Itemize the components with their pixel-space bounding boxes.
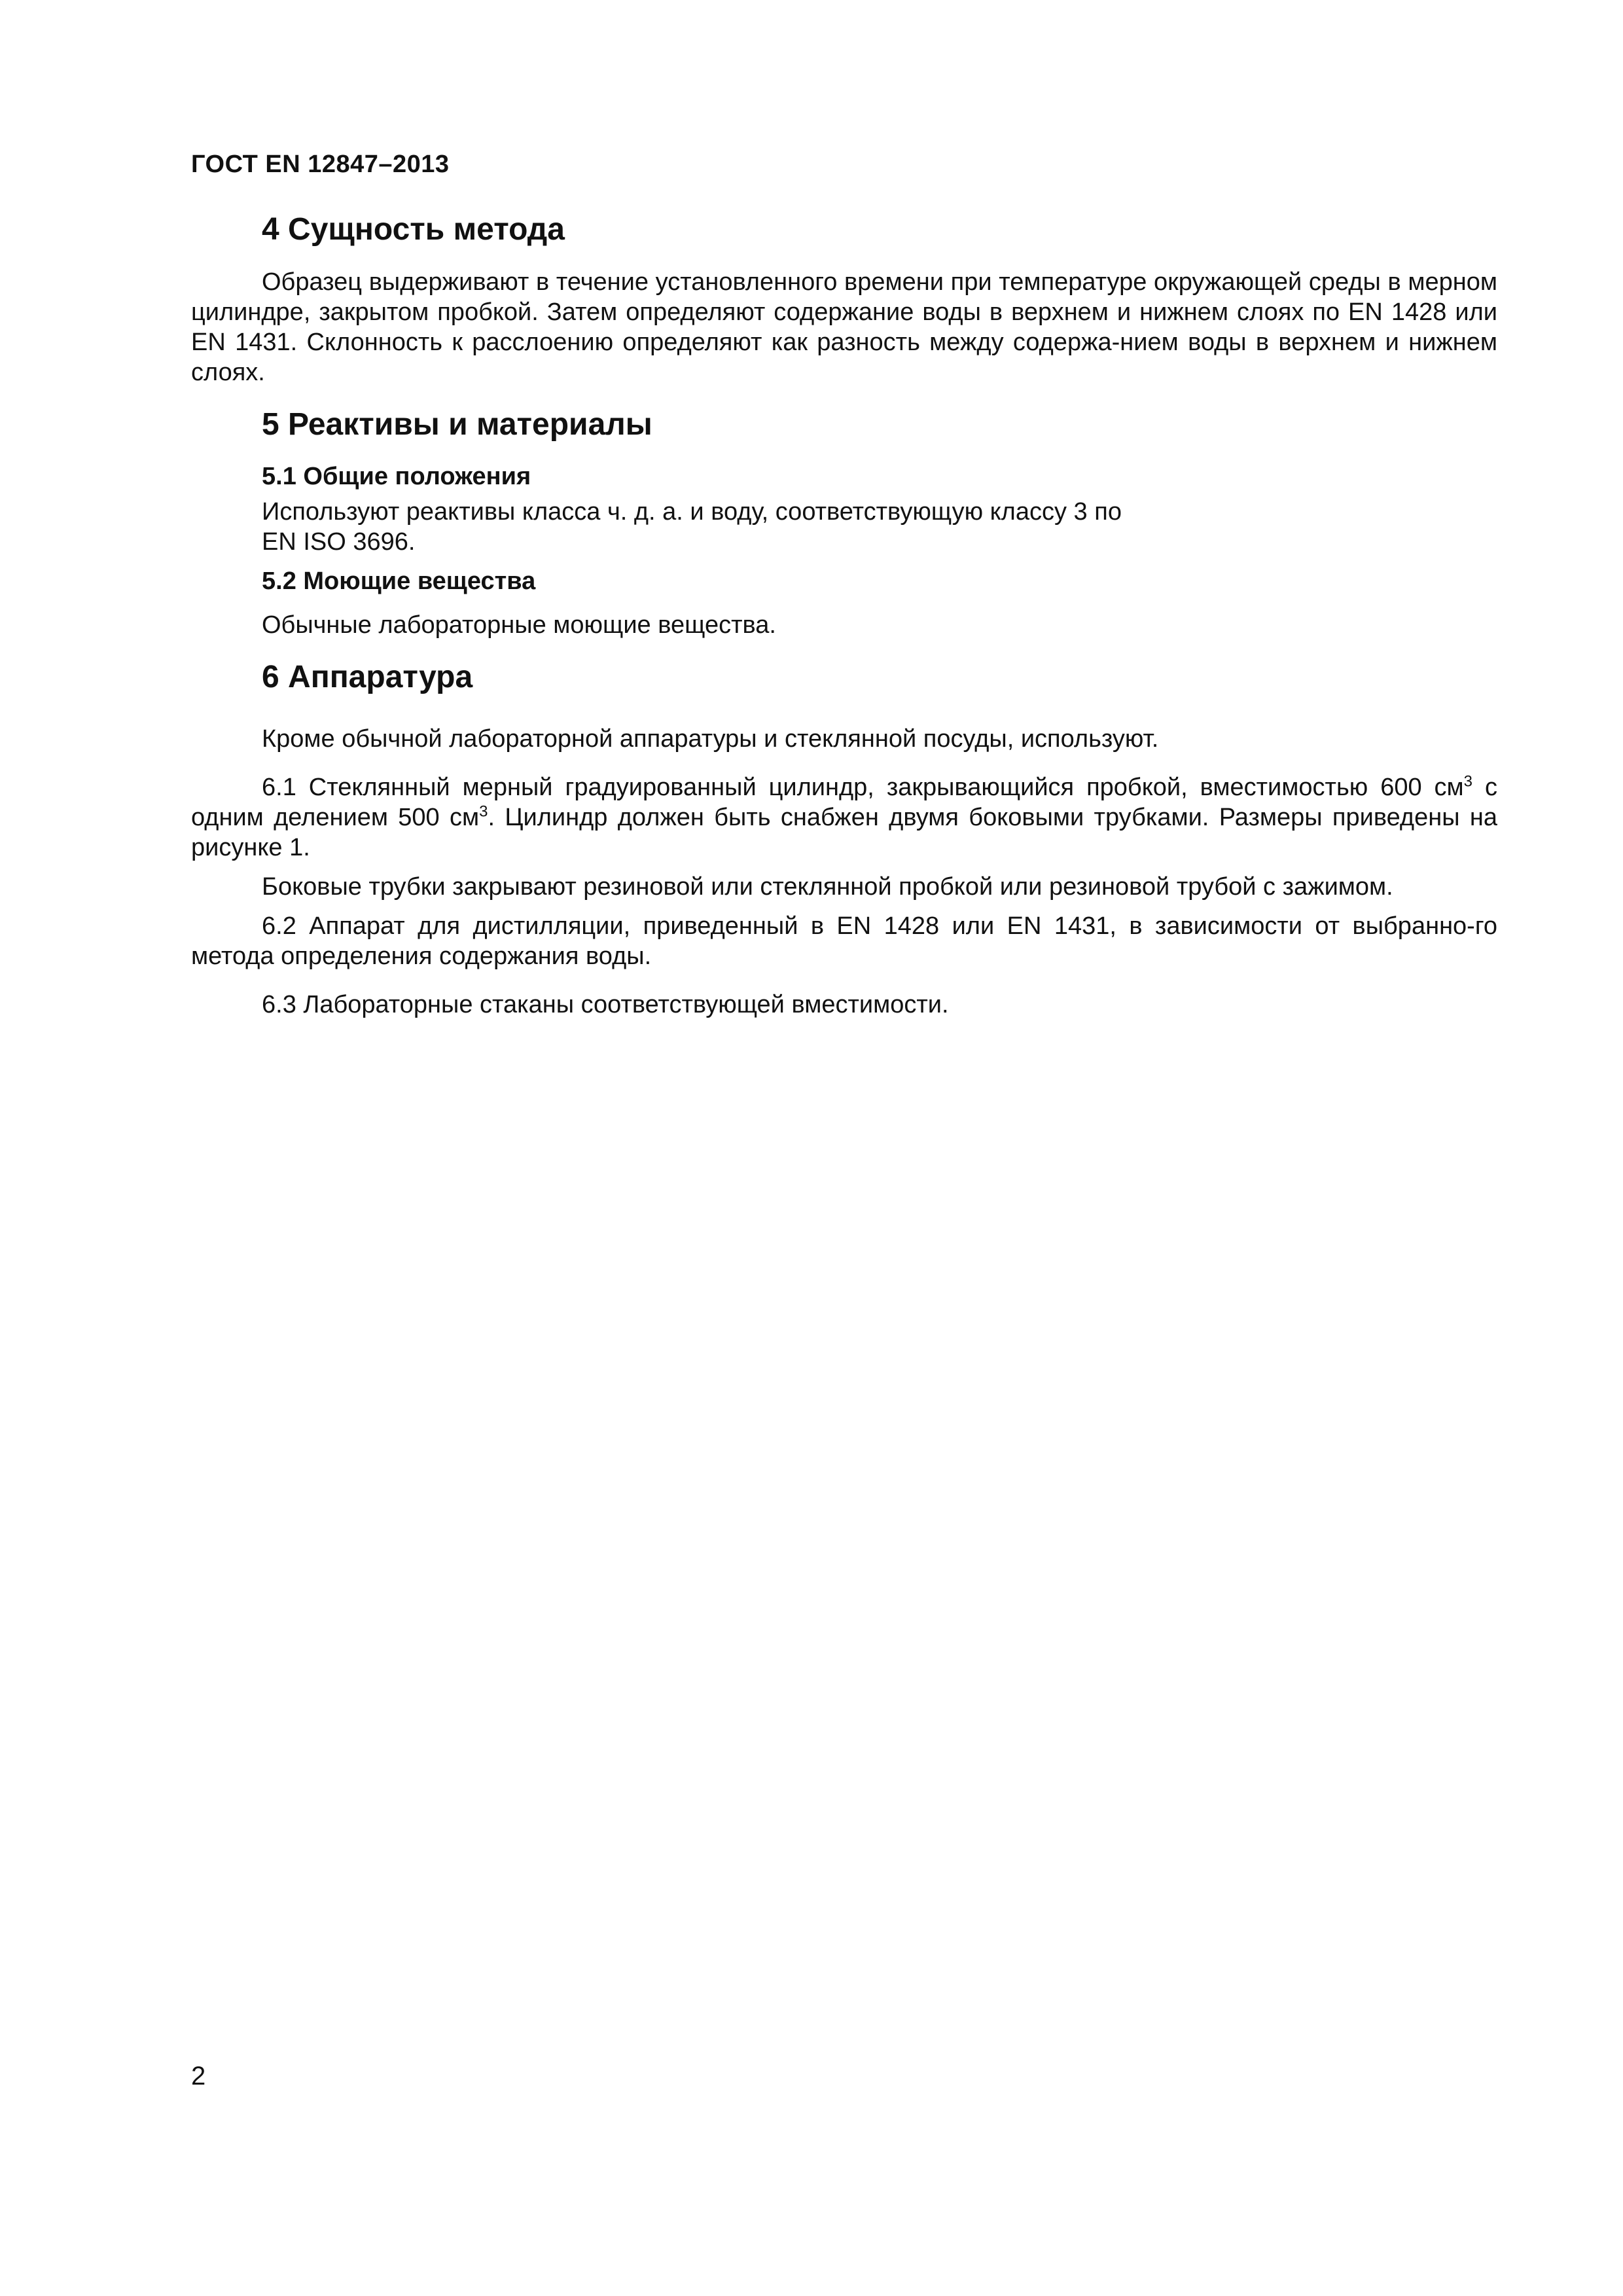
subsection-5-1-line-2: EN ISO 3696. xyxy=(262,528,416,556)
section-5-heading: 5 Реактивы и материалы xyxy=(262,406,652,442)
item-6-1-text-c: . Цилиндр должен быть снабжен двумя боковыми трубками. Размеры приведены на рисунке 1. xyxy=(191,803,1497,861)
superscript-cubic-2: 3 xyxy=(479,802,488,821)
page-number: 2 xyxy=(191,2062,206,2090)
subsection-5-2-heading: 5.2 Моющие вещества xyxy=(262,567,536,595)
subsection-5-2-text: Обычные лабораторные моющие вещества. xyxy=(262,611,776,639)
item-6-1-paragraph xyxy=(191,772,1497,863)
subsection-5-1-heading: 5.1 Общие положения xyxy=(262,463,531,491)
item-6-1-text-b: с одним делением 500 см xyxy=(191,773,1497,831)
document-body xyxy=(191,211,1497,1020)
item-6-2-paragraph: 6.2 Аппарат для дистилляции, приведенный в EN 1428 или EN 1431, в зависимости от выбранно-го метода определения содержания воды. xyxy=(191,912,1497,970)
superscript-cubic-1: 3 xyxy=(1463,772,1473,791)
subsection-5-1-line-1: Используют реактивы класса ч. д. а. и воду, соответствующую классу 3 по xyxy=(262,497,1122,526)
item-6-1-tubes: Боковые трубки закрывают резиновой или стеклянной пробкой или резиновой трубой с зажимом. xyxy=(262,872,1393,901)
section-6-intro: Кроме обычной лабораторной аппаратуры и стеклянной посуды, используют. xyxy=(262,725,1159,753)
item-6-1-text-a: 6.1 Стеклянный мерный градуированный цилиндр, закрывающийся пробкой, вместимостью 600 см xyxy=(262,773,1464,801)
item-6-3-paragraph: 6.3 Лабораторные стаканы соответствующей вместимости. xyxy=(262,990,949,1018)
section-4-paragraph: Образец выдерживают в течение установленного времени при температуре окружающей среды в мерном цилиндре, закрытом пробкой. Затем определяют содержание воды в верхнем и нижнем слоях по EN 1428 или EN 1431. Склонность к расслоению определяют как разность между содержа-нием воды в верхнем и нижнем слоях. xyxy=(191,268,1497,386)
section-4-heading: 4 Сущность метода xyxy=(262,212,565,247)
standard-designation: ГОСТ EN 12847–2013 xyxy=(191,151,450,178)
section-6-heading: 6 Аппаратура xyxy=(262,660,473,695)
